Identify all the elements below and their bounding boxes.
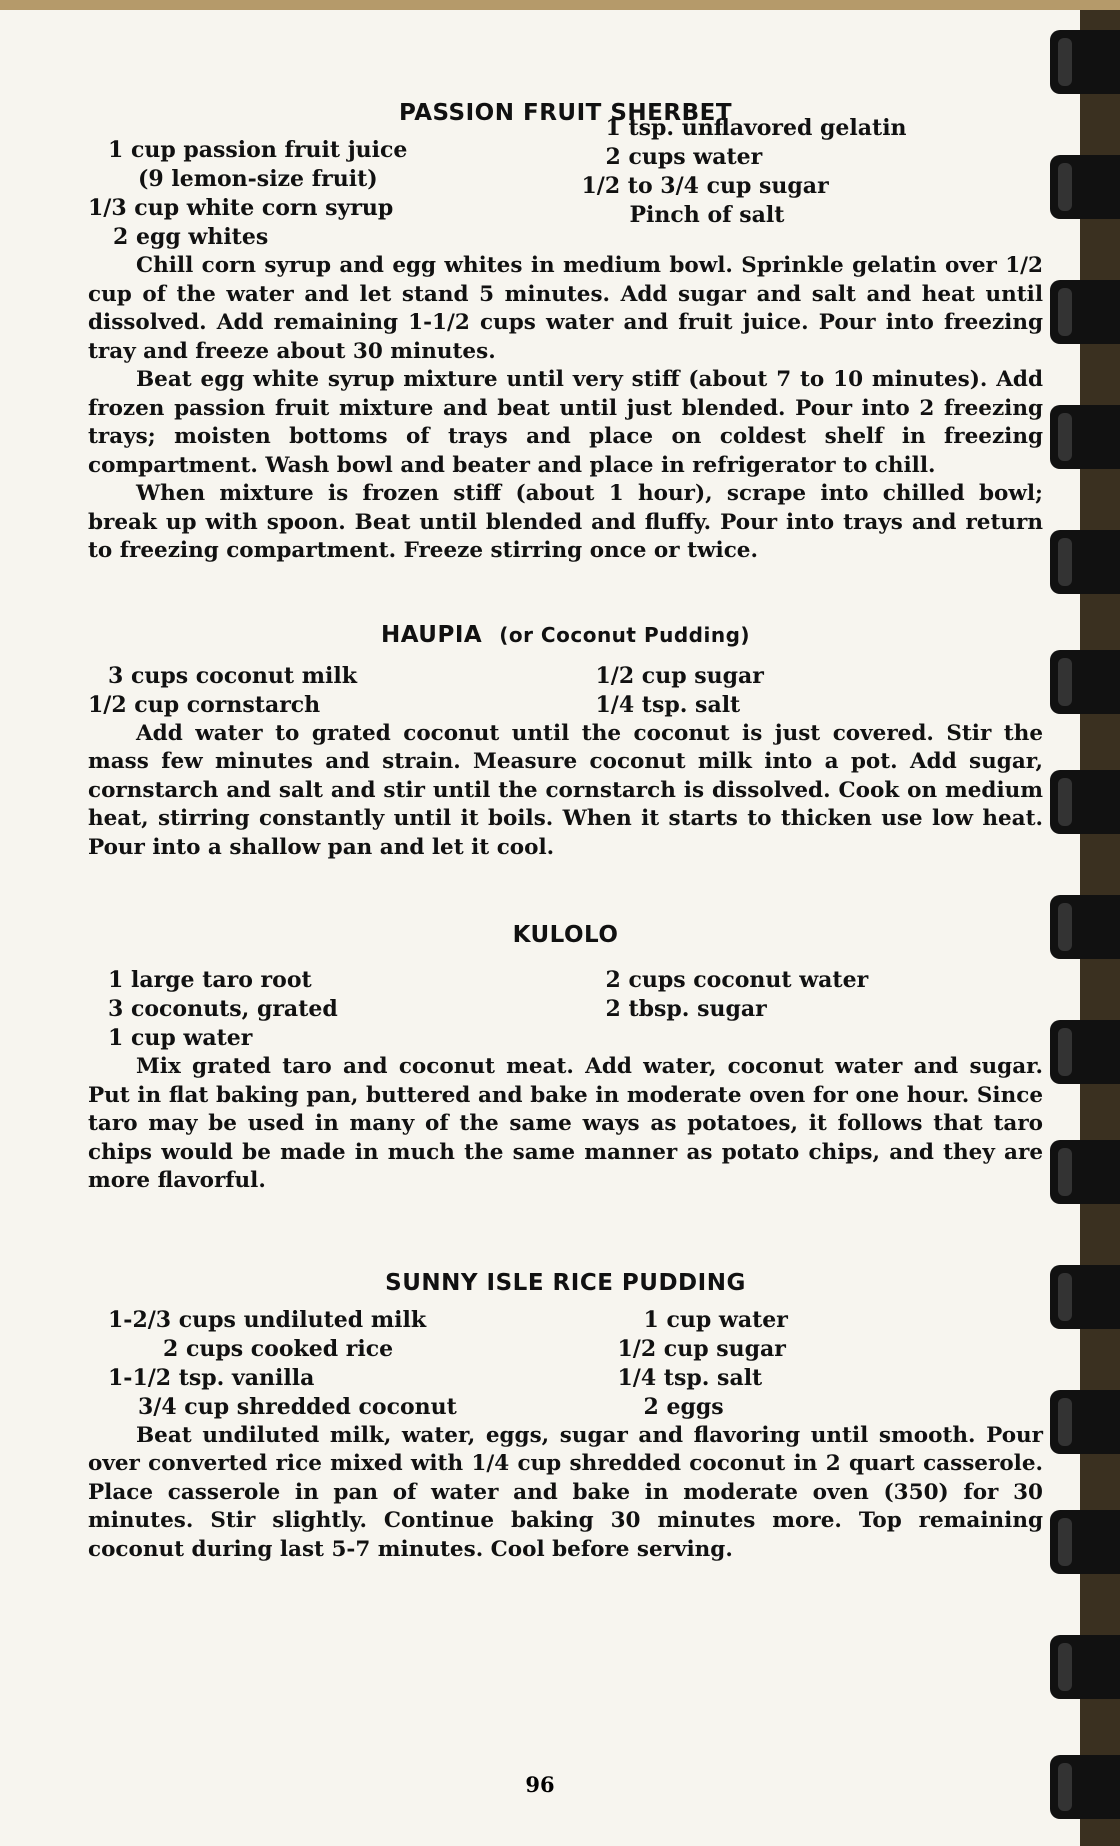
instructions: Beat egg white syrup mixture until very stiff (about 7 to 10 minutes). Add frozen passion fruit mixture and beat until just blended. Pour into 2 freezing trays; moisten bottoms of trays and place on coldest shelf in freezing compartment. Wash bowl and beater and place in refrigerator to chill. [88, 367, 1043, 478]
instructions: Chill corn syrup and egg whites in medium bowl. Sprinkle gelatin over 1/2 cup of the water and let stand 5 minutes. Add sugar and salt and heat until dissolved. Add remaining 1-1/2 cups water and fruit juice. Pour into freezing tray and freeze about 30 minutes. [88, 253, 1043, 364]
ingredient: 2 cups cooked rice [163, 1335, 394, 1362]
ingredients-left [88, 966, 566, 1053]
ingredient: (9 lemon-size fruit) [138, 166, 378, 192]
ingredient: 1 cup water [108, 1025, 253, 1051]
binding-ring [1050, 1755, 1120, 1819]
binding-ring [1050, 1265, 1120, 1329]
ingredient: 1/2 cup sugar [617, 1335, 786, 1362]
binding-ring [1050, 770, 1120, 834]
instructions: Mix grated taro and coconut meat. Add water, coconut water and sugar. Put in flat baking pan, buttered and bake in moderate oven for one hour. Since taro may be used in many of the same ways as potatoes, it follows that taro chips would be made in much the same manner as potato chips, and they are more flavorful. [88, 1054, 1043, 1193]
ingredient: 1/2 cup cornstarch [88, 691, 321, 718]
ingredient: 1 cup passion fruit juice [108, 137, 408, 163]
ingredient: 3/4 cup shredded coconut [138, 1393, 457, 1420]
ingredients [88, 115, 1043, 252]
instructions: Beat undiluted milk, water, eggs, sugar and flavoring until smooth. Pour over converted rice mixed with 1/4 cup shredded coconut in 2 quart casserole. Place casserole in pan of water and bake in moderate oven (350) for 30 minutes. Stir slightly. Continue baking 30 minutes more. Top remaining coconut during last 5-7 minutes. Cool before serving. [88, 1422, 1043, 1562]
recipe-kulolo [88, 922, 1043, 1196]
instructions: When mixture is frozen stiff (about 1 hour), scrape into chilled bowl; break up with spoon. Beat until blended and fluffy. Pour into trays and return to freezing compartment. Freeze stirring once or twice. [88, 481, 1043, 563]
ingredient: 1/2 to 3/4 cup sugar [581, 173, 829, 199]
ingredient: 3 cups coconut milk [108, 662, 357, 689]
binding-ring [1050, 1390, 1120, 1454]
ingredients [88, 662, 1043, 720]
spiral-binding [1030, 0, 1120, 1846]
ingredients-left [88, 1306, 566, 1422]
binding-ring [1050, 280, 1120, 344]
ingredients-left [88, 136, 566, 252]
recipe-title: KULOLO [512, 922, 619, 948]
ingredient: 1/2 cup sugar [595, 662, 764, 689]
ingredients [88, 1306, 1043, 1422]
binding-ring [1050, 1510, 1120, 1574]
binding-ring [1050, 1635, 1120, 1699]
ingredient: 2 eggs [643, 1393, 724, 1420]
recipe-title: SUNNY ISLE RICE PUDDING [385, 1269, 746, 1296]
ingredient: 3 coconuts, grated [108, 996, 338, 1022]
page-number: 96 [525, 1772, 555, 1797]
ingredient: 1/4 tsp. salt [617, 1364, 763, 1391]
ingredient: 1/3 cup white corn syrup [88, 195, 394, 221]
ingredient: 1 tsp. unflavored gelatin [605, 115, 907, 141]
binding-ring [1050, 530, 1120, 594]
recipe-passion-fruit-sherbet [88, 100, 1043, 566]
ingredients-right [566, 1306, 1044, 1422]
binding-ring [1050, 650, 1120, 714]
binding-ring [1050, 1020, 1120, 1084]
binding-ring [1050, 895, 1120, 959]
ingredient: 2 egg whites [113, 224, 269, 250]
ingredient: 1 cup water [643, 1306, 788, 1333]
recipe-title: PASSION FRUIT SHERBET [398, 100, 733, 126]
ingredients-right [566, 114, 1044, 252]
ingredient: 2 cups coconut water [605, 967, 869, 993]
recipe-haupia [88, 622, 1043, 863]
binding-ring [1050, 155, 1120, 219]
binding-ring [1050, 1140, 1120, 1204]
recipe-title: HAUPIA (or Coconut Pudding) [380, 621, 751, 648]
recipe-sunny-isle-rice-pudding [88, 1270, 1043, 1565]
ingredients-left [88, 662, 566, 720]
ingredient: 1-1/2 tsp. vanilla [108, 1364, 315, 1391]
binding-ring [1050, 30, 1120, 94]
instructions: Add water to grated coconut until the coconut is just covered. Stir the mass few minutes and strain. Measure coconut milk into a pot. Add sugar, cornstarch and salt and stir until the cornstarch is dissolved. Cook on medium heat, stirring constantly until it boils. When it starts to thicken use low heat. Pour into a shallow pan and let it cool. [88, 720, 1043, 860]
ingredient: 1/4 tsp. salt [595, 691, 741, 718]
ingredient: Pinch of salt [629, 202, 785, 228]
ingredients-right [566, 662, 1044, 720]
ingredient: 1-2/3 cups undiluted milk [108, 1306, 427, 1333]
recipe-subtitle: (or Coconut Pudding) [499, 622, 751, 647]
ingredients-right [566, 966, 1044, 1053]
binding-ring [1050, 405, 1120, 469]
ingredient: 1 large taro root [108, 967, 312, 993]
ingredient: 2 cups water [605, 144, 763, 170]
page-content [88, 100, 1043, 1564]
page-top-edge [0, 0, 1120, 10]
ingredient: 2 tbsp. sugar [605, 996, 767, 1022]
ingredients [88, 966, 1043, 1053]
